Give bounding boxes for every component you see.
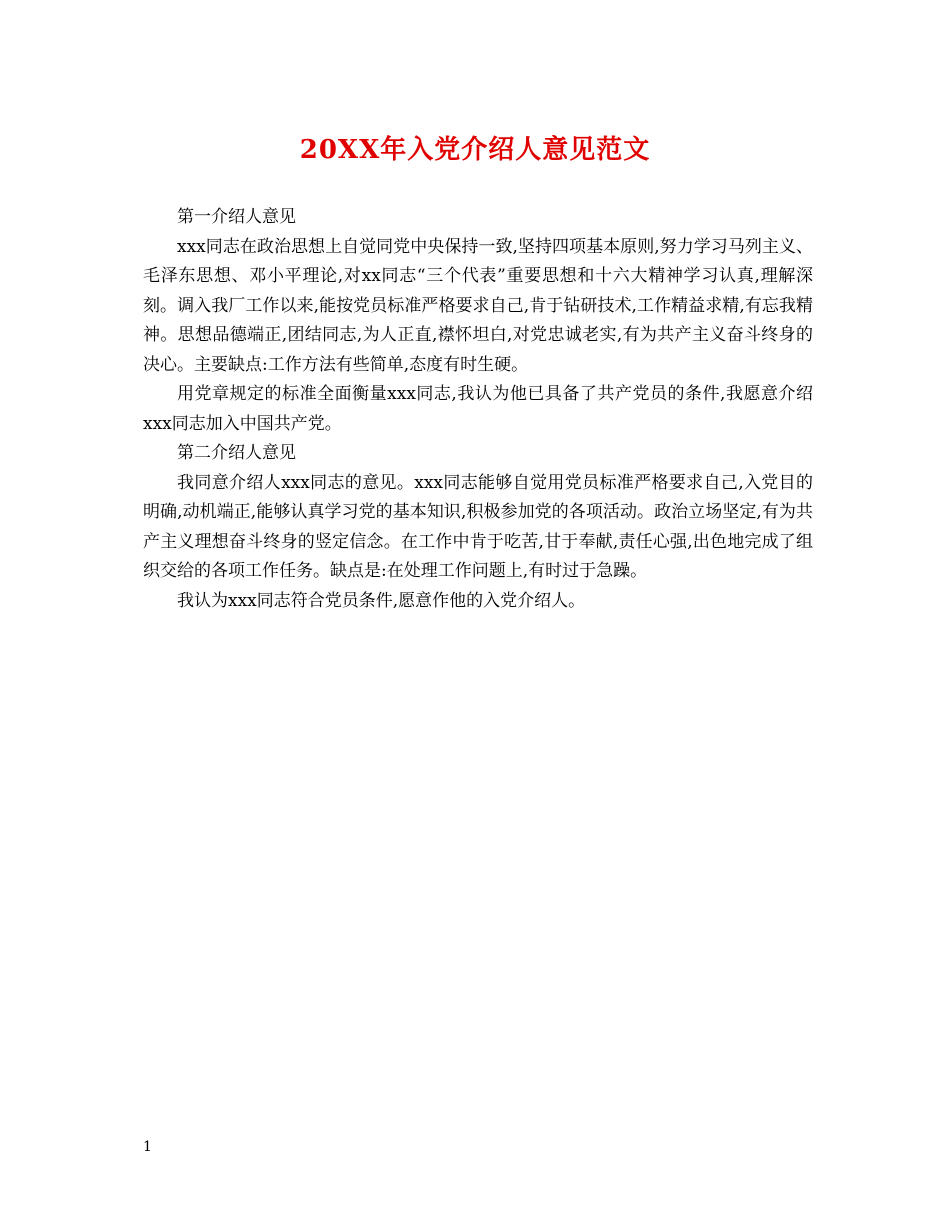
section-heading-first-introducer: 第一介绍人意见 — [177, 207, 296, 227]
paragraph-second-opinion: 我同意介绍人xxx同志的意见。xxx同志能够自觉用党员标准严格要求自己,入党目的明确,动机端正,能够认真学习党的基本知识,积极参加党的各项活动。政治立场坚定,有为共产主义理想奋斗终身的竖定信念。在工作中肯于吃苦,甘于奉献,责任心强,出色地完成了组织交给的各项工作任务。缺点是:在处理工作问题上,有时过于急躁。 — [143, 472, 813, 581]
page-number: 1 — [143, 1139, 152, 1155]
document-body — [143, 203, 813, 616]
paragraph-second-conclusion: 我认为xxx同志符合党员条件,愿意作他的入党介绍人。 — [177, 590, 586, 611]
paragraph-first-conclusion: 用党章规定的标准全面衡量xxx同志,我认为他已具备了共产党员的条件,我愿意介绍xxx同志加入中国共产党。 — [143, 384, 813, 434]
section-heading-second-introducer: 第二介绍人意见 — [177, 443, 296, 463]
document-title: 20XX年入党介绍人意见范文 — [299, 135, 651, 165]
paragraph-first-opinion: xxx同志在政治思想上自觉同党中央保持一致,坚持四项基本原则,努力学习马列主义、毛泽东思想、邓小平理论,对xx同志“三个代表”重要思想和十六大精神学习认真,理解深刻。调入我厂工作以来,能按党员标准严格要求自己,肯于钻研技术,工作精益求精,有忘我精神。思想品德端正,团结同志,为人正直,襟怀坦白,对党忠诚老实,有为共产主义奋斗终身的决心。主要缺点:工作方法有些简单,态度有时生硬。 — [143, 236, 813, 375]
